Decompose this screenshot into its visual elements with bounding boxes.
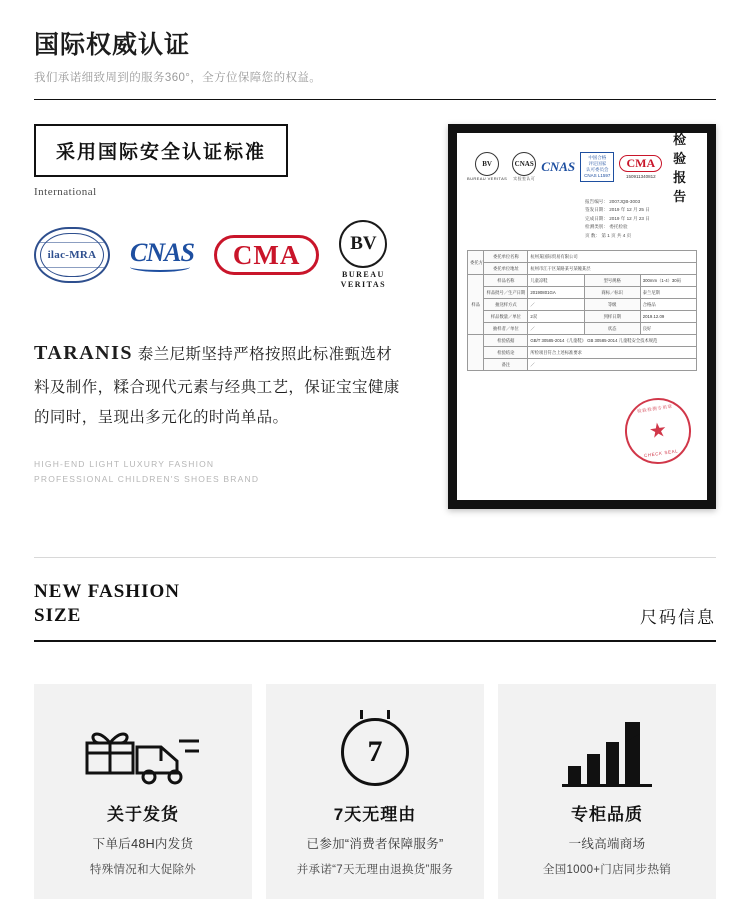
table-row: 委托单位地址 杭州市江干区某路某号某幢某层 (468, 263, 697, 275)
card-shipping (34, 684, 252, 899)
standard-badge-en: International (34, 186, 97, 198)
page-subtitle: 我们承诺细致周到的服务360°，全方位保障您的权益。 (34, 72, 322, 84)
section-header (0, 0, 750, 85)
card-line-2: 特殊情况和大促除外 (89, 863, 197, 876)
ilac-mra-logo (34, 227, 110, 283)
brand-tagline-line1: HIGH-END LIGHT LUXURY FASHION (34, 459, 215, 470)
report-meta (467, 198, 697, 240)
table-row: 检验依据 GB/T 30585-2014《儿童鞋》 GB 30585-2014 儿童鞋安全技术规范 (468, 335, 697, 347)
table-row: 委托方 委托单位名称 杭州某国际贸易有限公司 (468, 251, 697, 263)
card-title: 专柜品质 (571, 804, 643, 824)
brand-tagline-line2: PROFESSIONAL CHILDREN'S SHOES BRAND (34, 473, 260, 484)
report-meta-line: 签发日期： 2019 年 12 月 25 日 (585, 207, 650, 213)
certification-right-column (414, 124, 716, 509)
report-cnas-logo: CNAS (541, 159, 576, 174)
bureau-veritas-mark-icon: BV (339, 220, 387, 268)
report-meta-line: 报告编号： 2007JQB-3003 (585, 199, 641, 204)
service-cards (0, 642, 750, 899)
card-title: 关于发货 (107, 804, 179, 824)
brand-description: 泰兰尼斯坚持严格按照此标准甄选材料及制作，糅合现代元素与经典工艺，保证宝宝健康的同时，呈现出多元化的时尚单品。 (34, 346, 400, 427)
gift-truck-icon (42, 710, 244, 794)
card-line-1: 一线高端商场 (568, 836, 646, 851)
table-row: 抽样者／单位 ／ 状态 良好 (468, 323, 697, 335)
certification-logo-row (34, 220, 404, 290)
bureau-veritas-text-line1: BUREAU (342, 270, 385, 279)
seven-day-icon: 7 (274, 710, 476, 794)
card-line-1: 下单后48H内发货 (92, 836, 194, 851)
ilac-mra-logo-text: ilac-MRA (40, 233, 104, 277)
report-cnas-seal-icon: CNAS 实验室认可 (512, 152, 536, 182)
card-line-1: 已参加“消费者保障服务” (306, 836, 444, 851)
table-row: 样品数量／单位 2双 到样日期 2019.12.09 (468, 311, 697, 323)
certification-left-column (34, 124, 414, 509)
table-row: 样品批号／生产日期 20190801GA 商标／标识 泰兰尼斯 (468, 287, 697, 299)
certification-section (0, 100, 750, 509)
report-meta-line: 完成日期： 2019 年 12 月 23 日 (585, 215, 650, 221)
table-row: 备注 ／ (468, 359, 697, 371)
card-seven-day-return (266, 684, 484, 899)
cnas-logo-text: CNAS (130, 238, 194, 267)
table-row: 样品 样品名称 儿童凉鞋 型号规格 300mm（1-4）30码 (468, 275, 697, 287)
table-row: 抽送样方式 ／ 等级 合格品 (468, 299, 697, 311)
size-heading-en: NEW FASHION SIZE (34, 581, 180, 626)
cnas-swoosh-icon (130, 262, 190, 272)
page-title: 国际权威认证 (34, 31, 191, 59)
card-title: 7天无理由 (333, 804, 417, 824)
size-heading-row (34, 558, 716, 640)
cnas-logo (130, 238, 194, 272)
standard-badge: 采用国际安全认证标准 (34, 124, 288, 177)
red-seal-stamp-icon: 检验检测专用章 ★ CHECK SEAL (621, 394, 696, 469)
brand-name: TARANIS (34, 342, 134, 364)
report-meta-line: 页 数： 第 1 页 共 4 页 (585, 232, 632, 238)
report-photo-frame (448, 124, 716, 509)
size-heading-cn: 尺码信息 (640, 607, 716, 627)
report-title: 检验报告 (673, 133, 688, 204)
report-table (467, 250, 697, 371)
cma-logo: CMA (214, 235, 319, 275)
inspection-report (457, 133, 707, 500)
card-counter-quality (498, 684, 716, 899)
brand-paragraph (34, 334, 404, 433)
brand-tagline (34, 457, 404, 486)
bar-chart-icon (506, 710, 708, 794)
card-line-2: 并承诺“7天无理由退换货”服务 (296, 863, 454, 876)
bureau-veritas-logo (339, 220, 387, 290)
report-cma-logo: CMA 150911340812 (619, 155, 662, 179)
report-cnas-box: 中国合格 评定国家 认可委员会 CNAS L1597 (580, 152, 614, 182)
card-line-2: 全国1000+门店同步热销 (542, 863, 672, 876)
report-bv-seal-icon: BV BUREAU VERITAS (467, 152, 507, 182)
bureau-veritas-text-line2: VERITAS (340, 280, 387, 289)
table-row: 检验结论 所检项目符合上述标准要求 (468, 347, 697, 359)
size-section (0, 557, 750, 642)
report-meta-line: 检测类别： 委托检验 (585, 224, 628, 230)
